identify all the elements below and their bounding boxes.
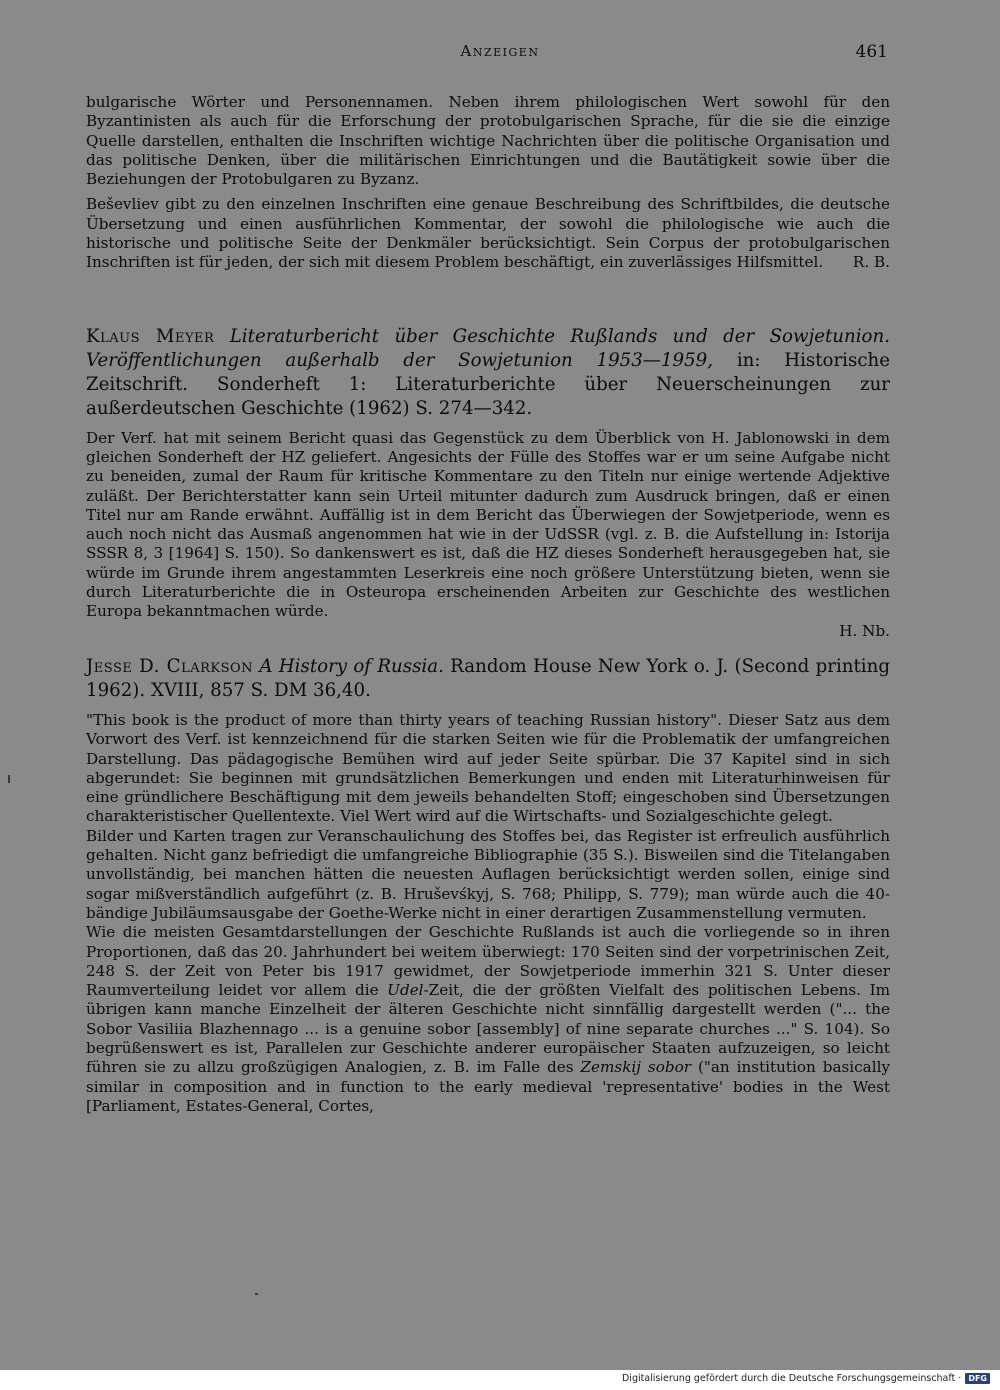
emphasis-zemskij-sobor: Zemskij sobor bbox=[580, 1058, 691, 1077]
running-head: Anzeigen bbox=[460, 42, 540, 60]
review-signature: H. Nb. bbox=[839, 621, 890, 640]
digitization-credit bbox=[622, 1373, 990, 1384]
review0-paragraph-2-text: Beševliev gibt zu den einzelnen Inschriften eine genaue Beschreibung des Schriftbildes, die deutsche Übersetzung und einen ausführlichen Kommentar, der sowohl die philologische wie auch die historische und politische Seite der Denkmäler berücksichtigt. Sein Corpus der protobulgarischen Inschriften ist für jeden, der sich mit diesem Problem beschäftigt, ein zuverlässiges Hilfsmittel. bbox=[86, 195, 890, 272]
review-heading bbox=[86, 655, 890, 703]
review-bibliography: in: Historische Zeitschrift. Sonderheft 1: Literaturberichte über Neuerscheinungen zur außerdeutschen Geschichte (1962) S. 274—342. bbox=[86, 349, 890, 419]
credit-text: Digitalisierung gefördert durch die Deutsche Forschungsgemeinschaft · bbox=[621, 1373, 962, 1384]
review-author: Klaus Meyer bbox=[86, 325, 215, 347]
spacer bbox=[86, 273, 890, 325]
review-paragraph-1: "This book is the product of more than thirty years of teaching Russian history". Dieser Satz aus dem Vorwort des Verf. ist kennzeichnend für die starken Seiten wie für die Problematik der umfangreichen Darstellung. Das pädagogische Bemühen wird auf jeder Seite spürbar. Die 37 Kapitel sind in sich abgerundet: Sie beginnen mit grundsätzlichen Bemerkungen und enden mit Literaturhinweisen für eine gründlichere Beschäftigung mit dem jeweils behandelten Stoff; eingeschoben sind Übersetzungen charakteristischer Quellentexte. Viel Wert wird auf die Wirtschafts- und Sozialgeschichte gelegt. bbox=[86, 710, 890, 826]
review-clarkson bbox=[86, 655, 890, 1116]
review0-paragraph-2-wrap bbox=[86, 195, 890, 272]
review-bibliography: Random House New York o. J. (Second printing 1962). XVIII, 857 S. DM 36,40. bbox=[86, 655, 890, 701]
paragraph-text: Wie die meisten Gesamtdarstellungen der Geschichte Rußlands ist auch die vorliegende so in ihren Proportionen, daß das 20. Jahrhundert bei weitem überwiegt: 170 Seiten sind der vorpetrinischen Zeit, 248 S. der Zeit von Peter bis 1917 gewidmet, der Sowjetperiode immerhin 321 S. Unter dieser Raumverteilung leidet vor allem die bbox=[86, 923, 890, 1000]
review-paragraph-3 bbox=[86, 923, 890, 1116]
page-number: 461 bbox=[855, 42, 888, 62]
review-body: Der Verf. hat mit seinem Bericht quasi das Gegenstück zu dem Überblick von H. Jablonowski in dem gleichen Sonderheft der HZ geliefert. Angesichts der Fülle des Stoffes war er um seine Aufgabe nicht zu beneiden, zumal der Raum für kritische Kommentare zu den Titeln nur einige wertende Adjektive zuläßt. Der Berichterstatter kann sein Urteil mitunter dadurch zum Ausdruck bringen, daß er einen Titel nur am Rande erwähnt. Auffällig ist in dem Bericht das Überwiegen der Sowjetperiode, wenn es auch noch nicht das Ausmaß angenommen hat wie in der UdSSR (vgl. z. B. die Aufstellung in: Istorija SSSR 8, 3 [1964] S. 150). So dankenswert es ist, daß die HZ dieses Sonderheft herausgegeben hat, sie würde im Grunde ihrem angestammten Leserkreis eine noch größere Unterstützung bieten, wenn sie durch Literaturberichte die in Osteuropa erscheinenden Arbeiten zur Geschichte des westlichen Europa bekanntmachen würde. bbox=[86, 428, 890, 621]
review-title: Literaturbericht über Geschichte Rußlands und der Sowjetunion. Veröffentlichungen außerhalb der Sowjetunion 1953—1959, bbox=[86, 325, 890, 371]
page-content bbox=[86, 93, 890, 1116]
emphasis-udel: Udel bbox=[387, 981, 424, 1000]
spacer bbox=[86, 641, 890, 655]
review-heading bbox=[86, 325, 890, 421]
review-meyer bbox=[86, 325, 890, 641]
dfg-logo: DFG bbox=[965, 1373, 990, 1384]
review-title: A History of Russia. bbox=[259, 655, 444, 677]
review-continuation bbox=[86, 93, 890, 273]
scan-mark bbox=[8, 775, 10, 783]
review0-paragraph-1: bulgarische Wörter und Personennamen. Neben ihrem philologischen Wert sowohl für den Byzantinisten als auch für die Erforschung der protobulgarischen Sprache, für die sie die einzige Quelle darstellen, enthalten die Inschriften wichtige Nachrichten über die politische Organisation und das politische Denken, über die militärischen Einrichtungen und die Bautätigkeit sowie über die Beziehungen der Protobulgaren zu Byzanz. bbox=[86, 93, 890, 189]
review0-paragraph-2 bbox=[86, 195, 890, 272]
review0-signature: R. B. bbox=[852, 253, 890, 272]
paragraph-text: ("an institution basically similar in composition and in function to the early medieval 'representative' bodies in the West [Parliament, Estates-General, Cortes, bbox=[86, 1058, 891, 1115]
review-author: Jesse D. Clarkson bbox=[86, 655, 254, 677]
review-paragraph-2: Bilder und Karten tragen zur Veranschaulichung des Stoffes bei, das Register ist erfreulich ausführlich gehalten. Nicht ganz befriedigt die umfangreiche Bibliographie (35 S.). Bisweilen sind die Titelangaben unvollständig, bei manchen hätten die neuesten Auflagen berücksichtigt werden sollen, einige sind sogar mißverständlich aufgeführt (z. B. Hruševśkyj, S. 768; Philipp, S. 779); man würde auch die 40-bändige Jubiläumsausgabe der Goethe-Werke nicht in einer derartigen Zusammenstellung vermuten. bbox=[86, 826, 890, 922]
scan-speck bbox=[255, 1293, 258, 1295]
paragraph-text: -Zeit, die der größten Vielfalt des politischen Lebens. Im übrigen kann manche Einzelheit der älteren Geschichte nicht sinnfällig dargestellt werden ("... the Sobor Vasiliia Blazhennago ... is a genuine sobor [assembly] of nine separate churches ..." S. 104). So begrüßenswert es ist, Parallelen zur Geschichte anderer europäischer Staaten aufzuzeigen, so leicht führen sie zu allzu großzügigen Analogien, z. B. im Falle des bbox=[86, 981, 890, 1077]
